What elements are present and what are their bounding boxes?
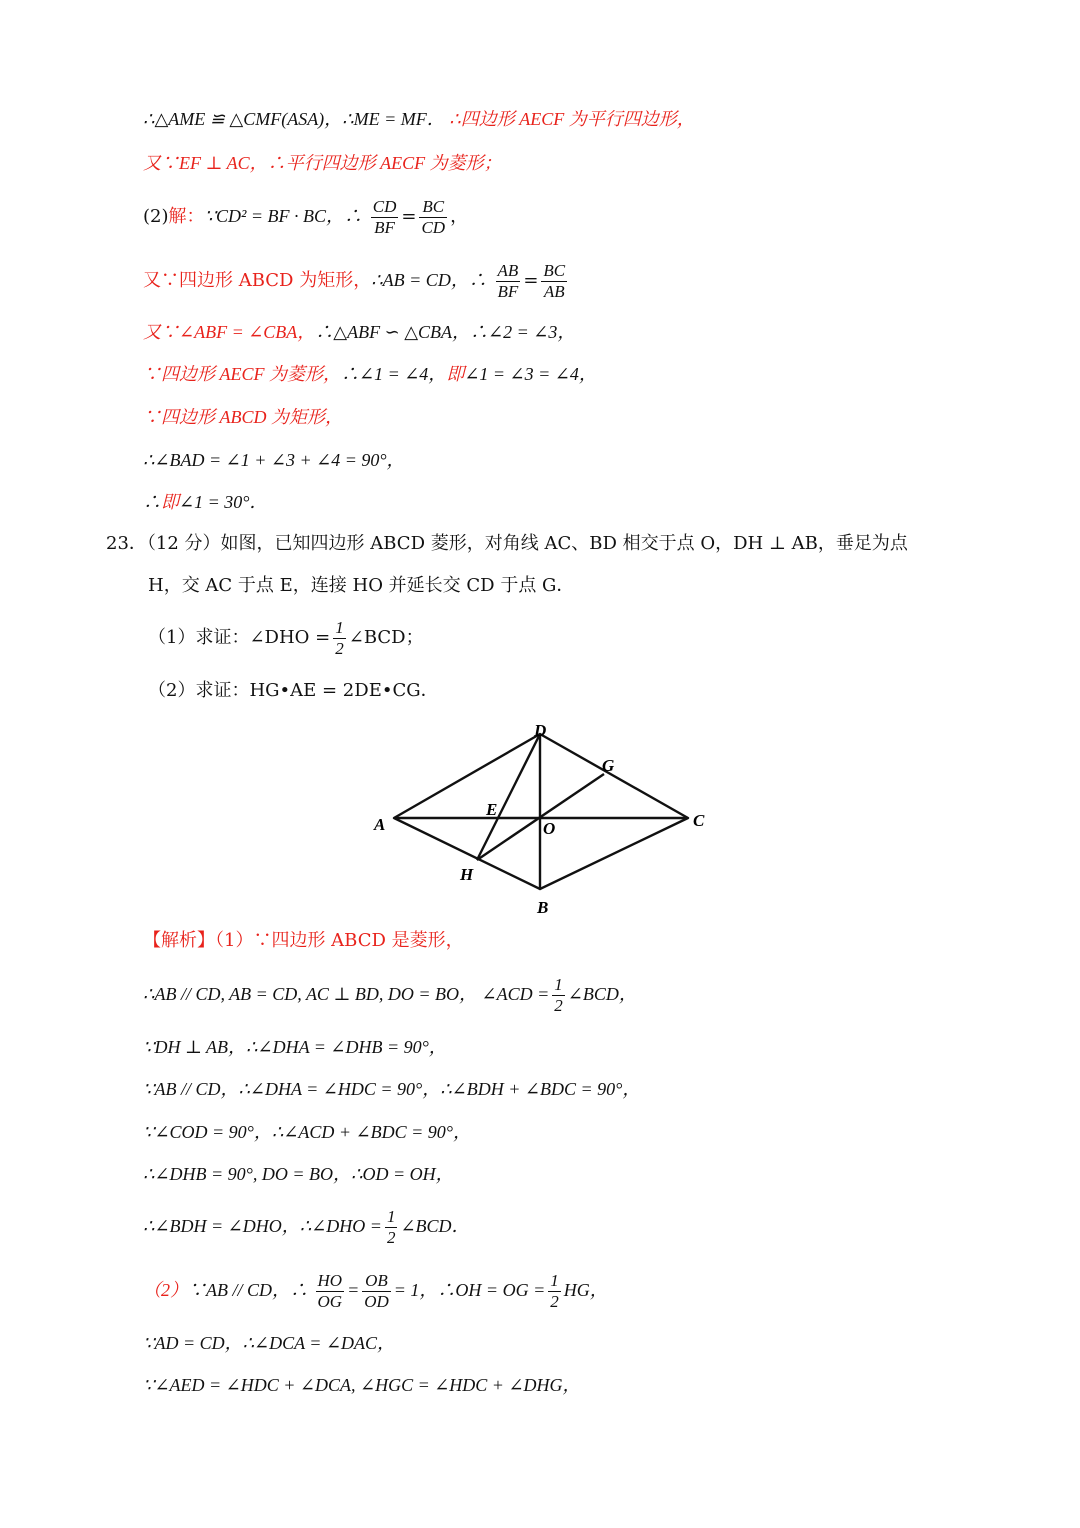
similarity-statement: ∴△ABF ∽ △CBA， [315, 322, 471, 342]
equals-sign: = [401, 206, 417, 227]
therefore-symbol: ∴ [143, 492, 161, 512]
angle-equality: 又∵∠ABF = ∠CBA， [143, 322, 316, 342]
label-o: O [543, 819, 556, 838]
label-c: C [693, 811, 705, 830]
solution-line-5 [143, 320, 575, 344]
label-e: E [486, 800, 498, 819]
hg-term: HG， [563, 1280, 608, 1300]
solution-line-9 [143, 490, 267, 514]
rhombus-figure [360, 716, 720, 922]
solution-line-2: 又∵EF ⊥ AC，∴平行四边形 AECF 为菱形； [143, 153, 502, 173]
label-h: H [460, 865, 474, 884]
fraction-bc-ab: $\frac{BC}{AB}$ [543, 260, 566, 301]
label-d: D [534, 721, 547, 740]
given-relation: ∵CD² = BF · BC，∴ [204, 206, 362, 226]
analysis-line-8 [143, 1266, 608, 1314]
fraction-one-half: $\frac{1}{2}$ [335, 617, 344, 658]
solve-label: 解： [168, 206, 205, 227]
question-23-line-1: 23．（12 分）如图，已知四边形 ABCD 菱形，对角线 AC、BD 相交于点 O，DH ⊥ AB，垂足为点 [106, 533, 908, 554]
analysis-line-4: ∵AB // CD，∴∠DHA = ∠HDC = 90°，∴∠BDH + ∠BDC = 90°， [143, 1079, 641, 1099]
solution-line-3 [143, 192, 468, 240]
question-part-1 [148, 614, 424, 662]
angle-2-equals-3: ∴∠2 = ∠3， [470, 322, 576, 342]
fraction-bc-cd: $\frac{BC}{CD}$ [421, 196, 446, 237]
angle-bcd: ∠BCD， [567, 984, 637, 1004]
analysis-heading: 【解析】（1）∵四边形 ABCD 是菱形， [143, 930, 464, 951]
label-g: G [602, 756, 615, 775]
ab-equals-cd: ∴AB = CD，∴ [371, 270, 487, 290]
label-b: B [537, 898, 549, 917]
part-1-prefix: （1）求证：∠DHO = [148, 627, 331, 648]
equals-sign: = [347, 1280, 360, 1300]
analysis-line-7 [143, 1202, 470, 1250]
solution-line-8: ∴∠BAD = ∠1 + ∠3 + ∠4 = 90°， [143, 450, 405, 470]
part-2-label: （2） [143, 1280, 188, 1300]
angle-acd: ∠ACD = [481, 984, 550, 1004]
fraction-one-half: $\frac{1}{2}$ [386, 1207, 396, 1248]
angle-bdh: ∴∠BDH = ∠DHO，∴∠DHO = [143, 1216, 382, 1236]
fraction-ob-od: $\frac{OB}{OD}$ [364, 1271, 389, 1312]
fraction-one-half: $\frac{1}{2}$ [554, 975, 563, 1016]
parallel-statement: ∵AB // CD，∴ [188, 1280, 308, 1300]
rhombus-properties: ∴AB // CD, AB = CD, AC ⊥ BD, DO = BO， [143, 984, 478, 1004]
question-part-2: （2）求证：HG•AE = 2DE•CG． [148, 680, 439, 701]
parallelogram-conclusion: ∴四边形 AECF 为平行四边形， [449, 109, 695, 129]
rhombus-statement: ∵四边形 AECF 为菱形， [143, 364, 341, 384]
equals-sign: = [523, 270, 539, 291]
solution-line-4 [143, 256, 570, 304]
that-is-label: 即 [161, 492, 179, 512]
label-a: A [374, 815, 386, 834]
fraction-cd-bf: $\frac{CD}{BF}$ [372, 196, 397, 237]
angles-equal-chain: ∠1 = ∠3 = ∠4， [464, 364, 597, 384]
part-2-label: (2) [143, 206, 169, 227]
comma: ， [450, 206, 469, 227]
angle-1-equals-4: ∴∠1 = ∠4， [341, 364, 447, 384]
fraction-ho-og: $\frac{HO}{OG}$ [317, 1271, 343, 1312]
analysis-line-5: ∵∠COD = 90°，∴∠ACD + ∠BDC = 90°， [143, 1122, 471, 1142]
part-1-suffix: ∠BCD； [348, 627, 424, 648]
solution-line-1 [143, 107, 695, 131]
question-23-line-2: H，交 AC 于点 E，连接 HO 并延长交 CD 于点 G． [148, 575, 575, 596]
analysis-line-9: ∵AD = CD，∴∠DCA = ∠DAC， [143, 1333, 396, 1353]
fraction-one-half: $\frac{1}{2}$ [550, 1271, 559, 1312]
that-is-label: 即 [446, 364, 465, 384]
rectangle-statement: 又∵四边形 ABCD 为矩形， [143, 270, 372, 291]
analysis-line-2 [143, 970, 637, 1018]
solution-line-7: ∵四边形 ABCD 为矩形， [143, 407, 343, 427]
angle-1-result: ∠1 = 30°． [179, 492, 268, 512]
congruence-statement: ∴△AME ≌ △CMF(ASA)，∴ME = MF． [143, 109, 445, 129]
solution-line-6 [143, 362, 597, 386]
angle-bcd: ∠BCD． [400, 1216, 470, 1236]
analysis-line-6: ∴∠DHB = 90°, DO = BO，∴OD = OH， [143, 1164, 454, 1184]
analysis-line-10: ∵∠AED = ∠HDC + ∠DCA, ∠HGC = ∠HDC + ∠DHG， [143, 1375, 581, 1395]
fraction-ab-bf: $\frac{AB}{BF}$ [497, 260, 519, 301]
analysis-line-3: ∵DH ⊥ AB，∴∠DHA = ∠DHB = 90°， [143, 1037, 447, 1057]
oh-equals-og: = 1，∴OH = OG = [393, 1280, 546, 1300]
